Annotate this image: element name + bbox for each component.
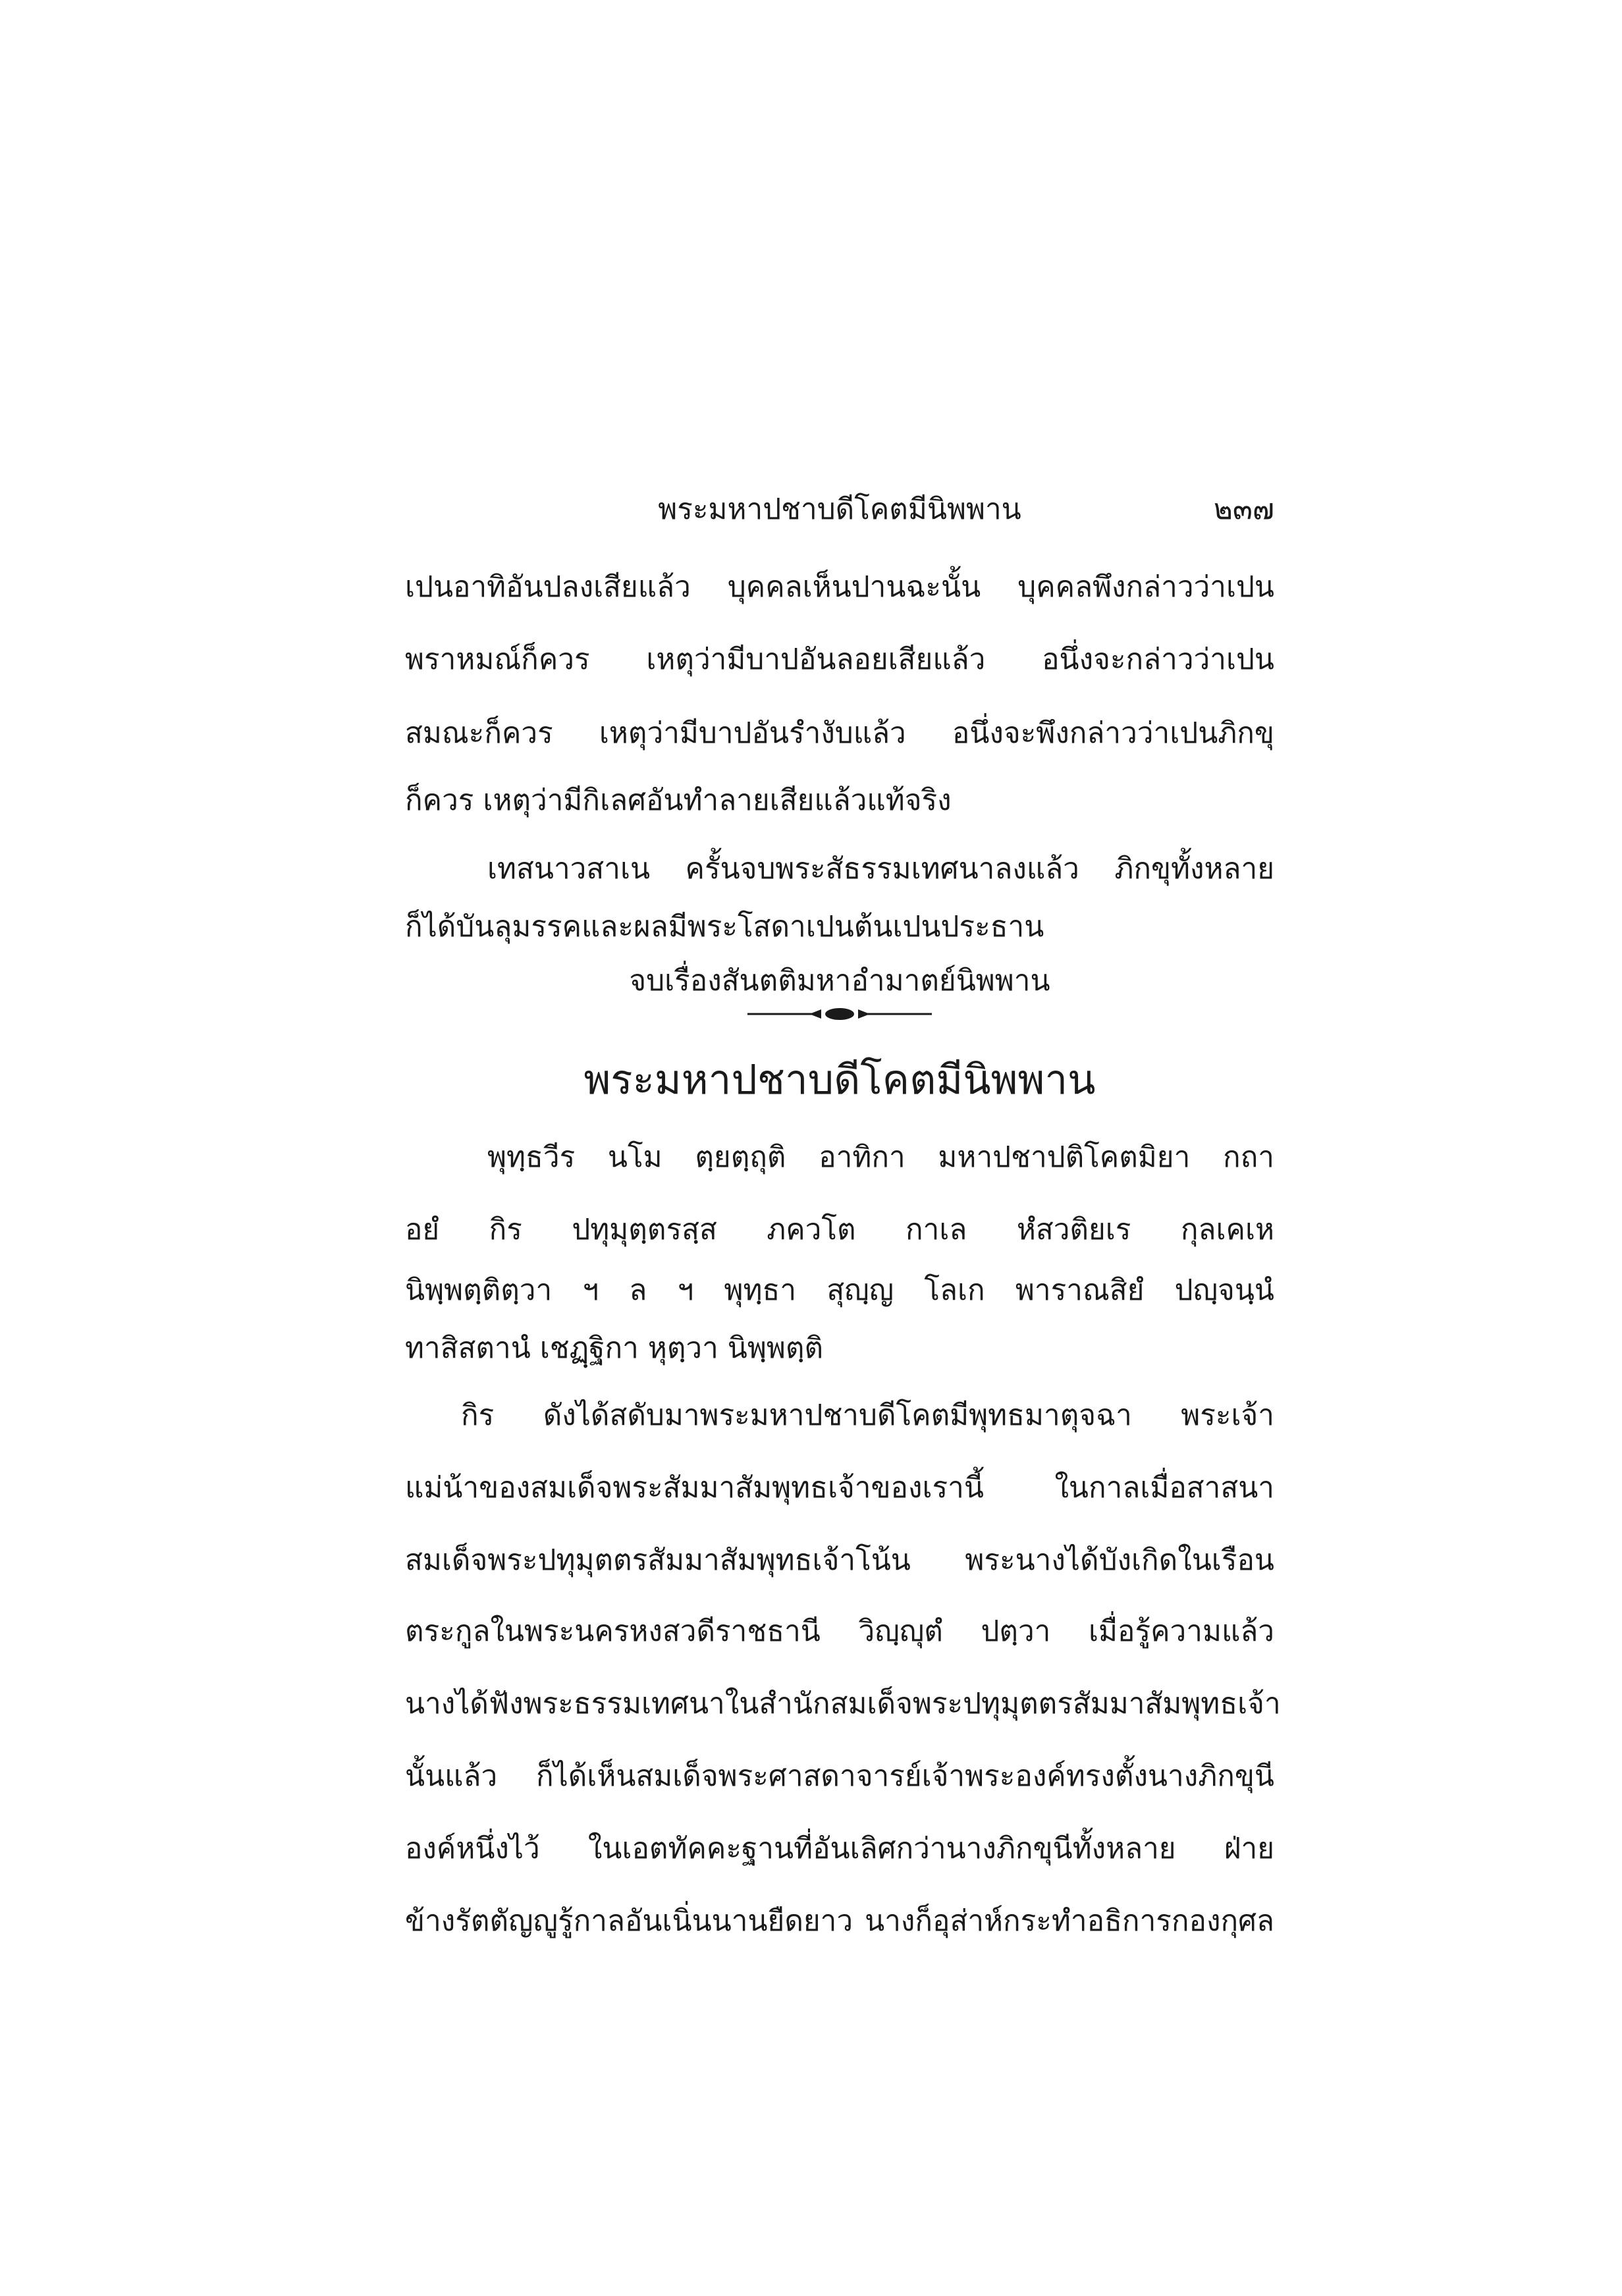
text-line: ข้างรัตตัญญูรู้กาลอันเนิ่นนานยืดยาว นางก็อุส่าห์กระทำอธิการกองกุศล <box>405 1904 1274 1938</box>
section-title: พระมหาปชาบดีโคตมีนิพพาน <box>583 1055 1096 1104</box>
text-line: เปนอาทิอันปลงเสียแล้ว บุคคลเห็นปานฉะนั้น บุคคลพึงกล่าวว่าเปน <box>405 570 1274 604</box>
text-line: สมเด็จพระปทุมุตตรสัมมาสัมพุทธเจ้าโน้น พระนางได้บังเกิดในเรือน <box>405 1543 1274 1577</box>
text-line: กิร ดังได้สดับมาพระมหาปชาบดีโคตมีพุทธมาตุจฉา พระเจ้า <box>461 1399 1274 1432</box>
story-end-line: จบเรื่องสันตติมหาอำมาตย์นิพพาน <box>629 964 1050 998</box>
text-line: อยํ กิร ปทุมุตฺตรสฺส ภควโต กาเล หํสวติยเร กุลเคเห <box>405 1213 1274 1246</box>
text-line: สมณะก็ควร เหตุว่ามีบาปอันรำงับแล้ว อนึ่งจะพึงกล่าวว่าเปนภิกขุ <box>405 716 1274 750</box>
text-line: แม่น้าของสมเด็จพระสัมมาสัมพุทธเจ้าของเรานี้ ในกาลเมื่อสาสนา <box>405 1471 1274 1505</box>
text-line: ก็ได้บันลุมรรคและผลมีพระโสดาเปนต้นเปนประธาน <box>405 910 1044 944</box>
section-divider-ornament <box>747 1001 932 1027</box>
text-line: นางได้ฟังพระธรรมเทศนาในสำนักสมเด็จพระปทุมุตตรสัมมาสัมพุทธเจ้า <box>405 1687 1281 1721</box>
text-line: ทาสิสตานํ เชฏฺฐิกา หุตฺวา นิพฺพตฺติ <box>405 1331 824 1365</box>
text-line: นั้นแล้ว ก็ได้เห็นสมเด็จพระศาสดาจารย์เจ้าพระองค์ทรงตั้งนางภิกขุนี <box>405 1759 1274 1793</box>
text-line: นิพฺพตฺติตฺวา ฯ ล ฯ พุทฺธา สุญฺญ โลเก พาราณสิยํ ปญฺจนฺนํ <box>405 1273 1274 1307</box>
page-number: ๒๓๗ <box>1213 493 1274 526</box>
running-title: พระมหาปชาบดีโคตมีนิพพาน <box>658 493 1021 526</box>
text-line: เทสนาวสาเน ครั้นจบพระสัธรรมเทศนาลงแล้ว ภิกขุทั้งหลาย <box>487 852 1274 886</box>
page-header <box>405 486 1274 545</box>
text-line: พุทฺธวีร นโม ตฺยตฺถุติ อาทิกา มหาปชาปติโคตมิยา กถา <box>487 1140 1274 1174</box>
text-line: ตระกูลในพระนครหงสวดีราชธานี วิญฺญุตํ ปตฺวา เมื่อรู้ความแล้ว <box>405 1615 1274 1648</box>
text-line: องค์หนึ่งไว้ ในเอตทัคคะฐานที่อันเลิศกว่านางภิกขุนีทั้งหลาย ฝ่าย <box>405 1832 1274 1865</box>
text-line: พราหมณ์ก็ควร เหตุว่ามีบาปอันลอยเสียแล้ว อนึ่งจะกล่าวว่าเปน <box>405 643 1274 676</box>
text-line: ก็ควร เหตุว่ามีกิเลศอันทำลายเสียแล้วแท้จริง <box>405 784 952 817</box>
